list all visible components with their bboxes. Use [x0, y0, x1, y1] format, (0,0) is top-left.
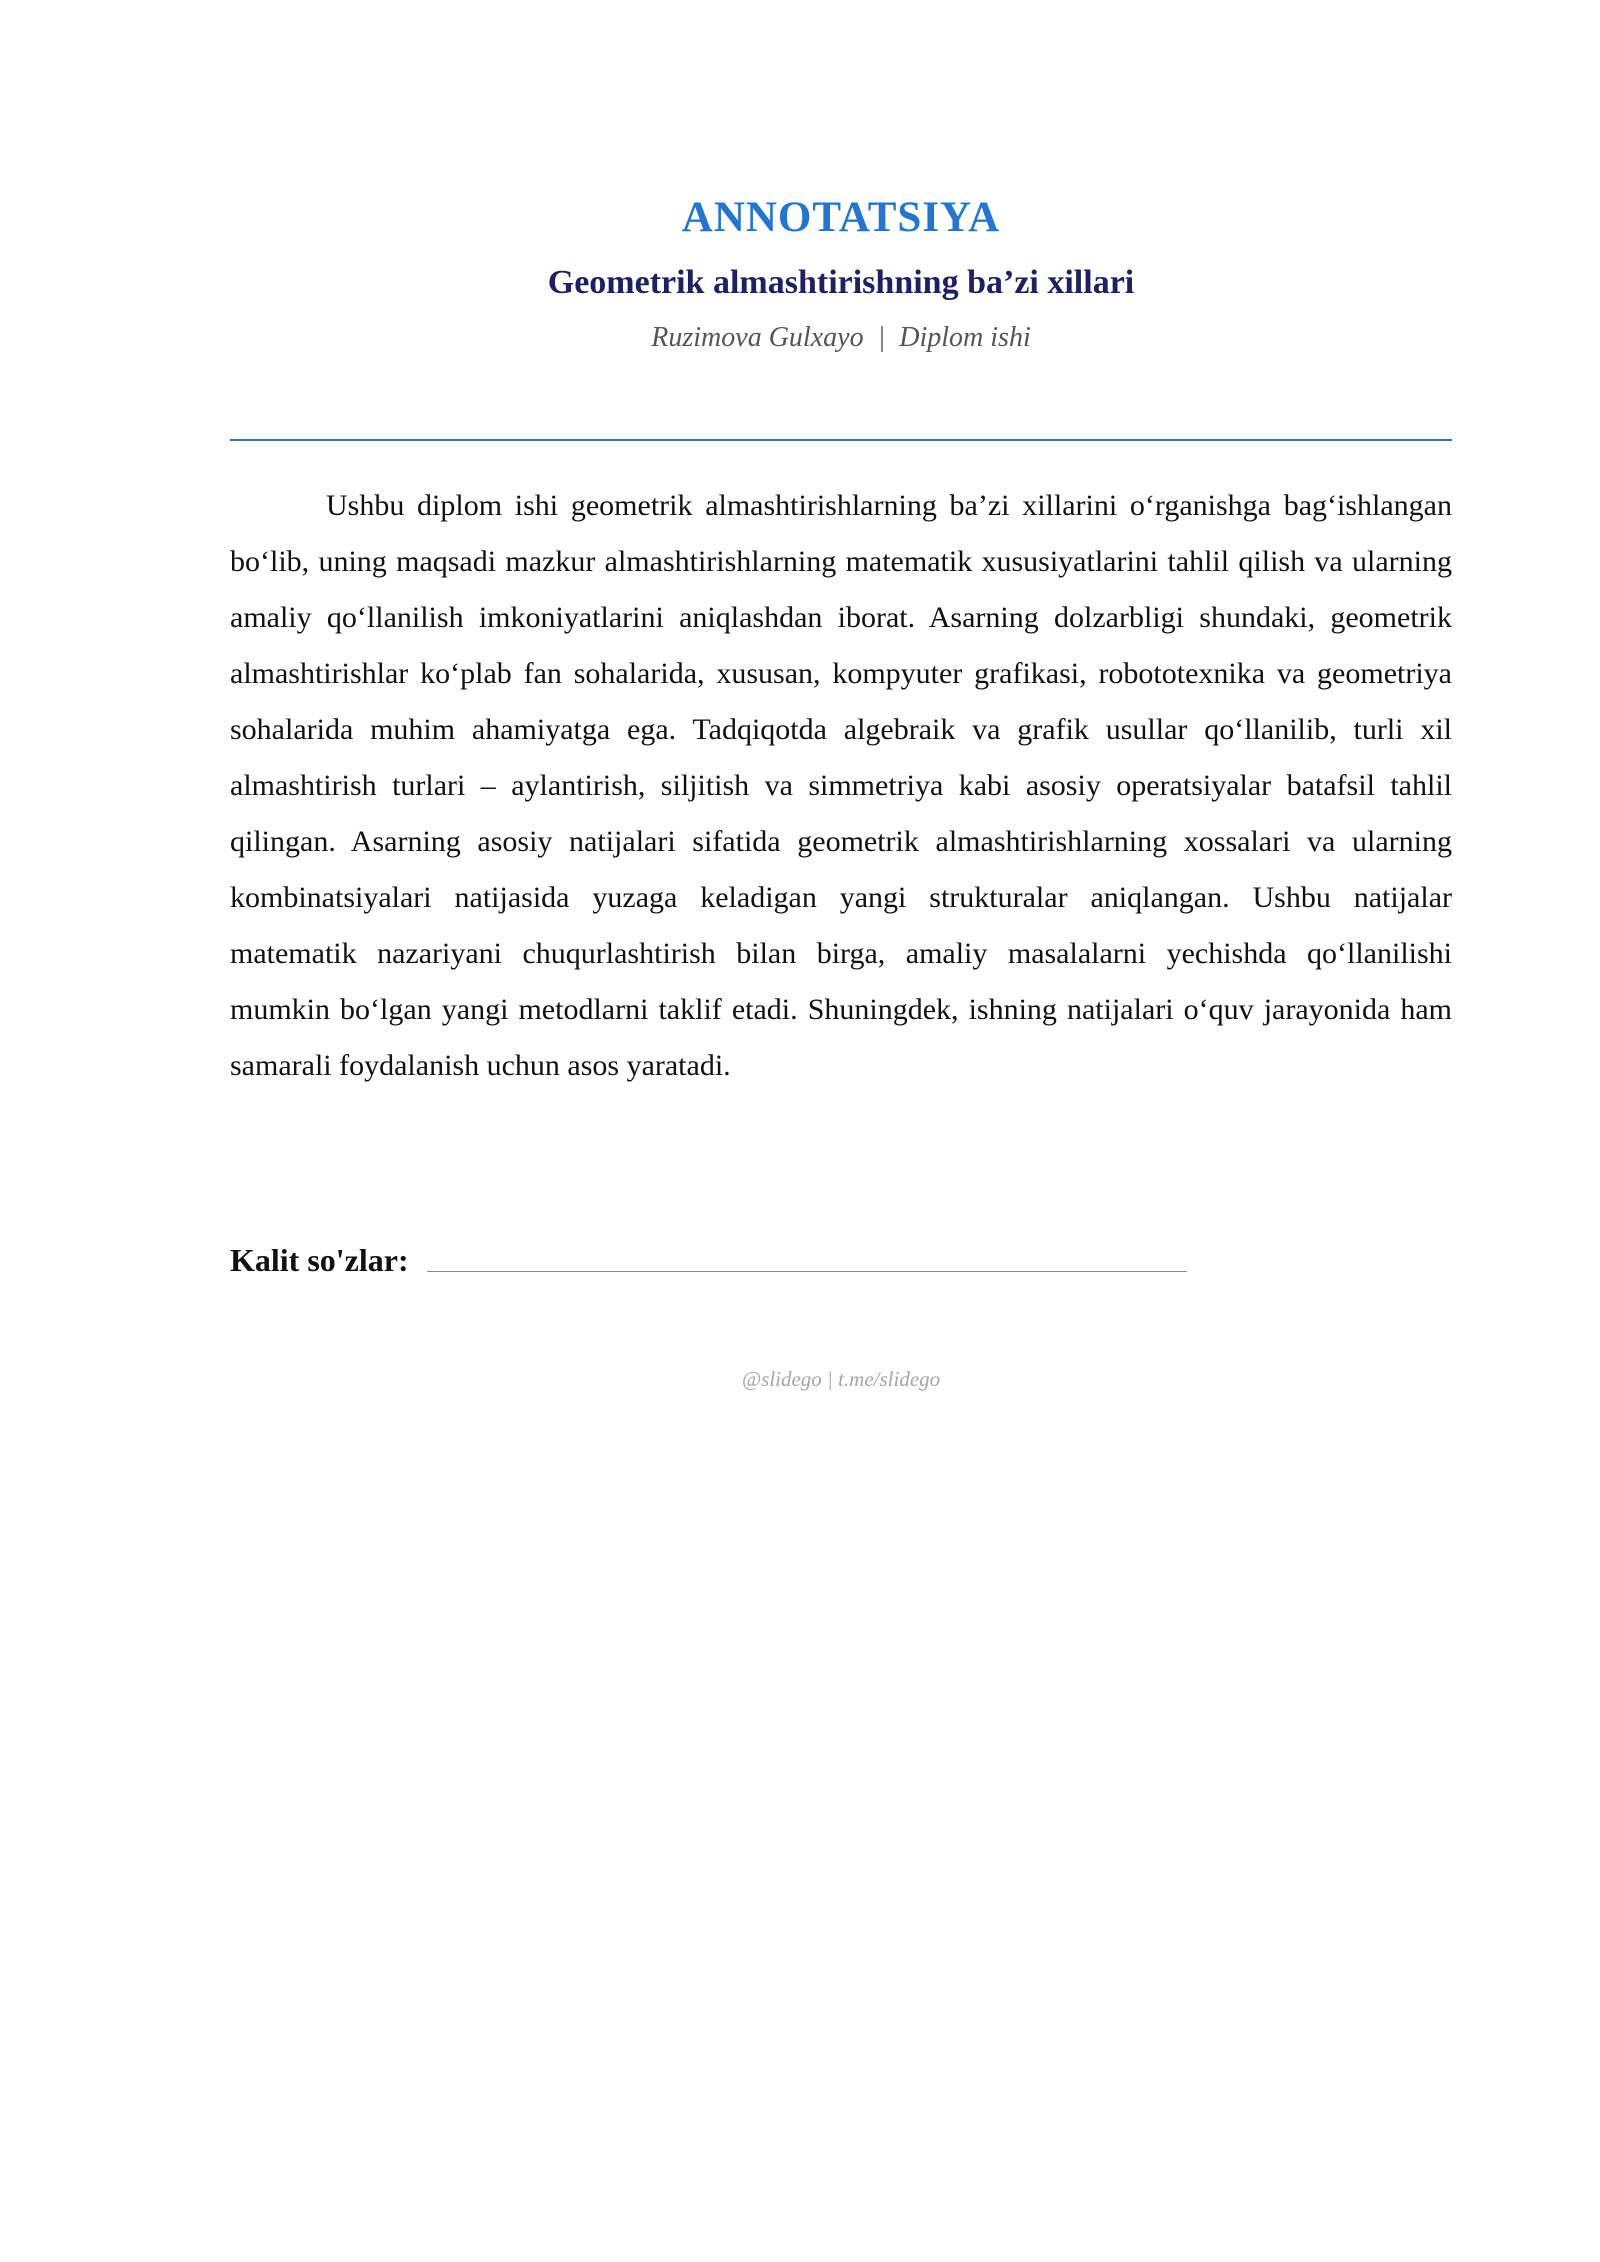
watermark-text: @slidego | t.me/slidego: [741, 1367, 941, 1391]
abstract-paragraph: Ushbu diplom ishi geometrik almashtirishlarning ba’zi xillarini o‘rganishga bag‘ishlangan bo‘lib, uning maqsadi mazkur almashtirishlarning matematik xususiyatlarini tahlil qilish va ularning amaliy qo‘llanilish imkoniyatlarini aniqlashdan iborat. Asarning dolzarbligi shundaki, geometrik almashtirishlar ko‘plab fan sohalarida, xususan, kompyuter grafikasi, robototexnika va geometriya sohalarida muhim ahamiyatga ega. Tadqiqotda algebraik va grafik usullar qo‘llanilib, turli xil almashtirish turlari – aylantirish, siljitish va simmetriya kabi asosiy operatsiyalar batafsil tahlil qilingan. Asarning asosiy natijalari sifatida geometrik almashtirishlarning xossalari va ularning kombinatsiyalari natijasida yuzaga keladigan yangi strukturalar aniqlangan. Ushbu natijalar matematik nazariyani chuqurlashtirish bilan birga, amaliy masalalarni yechishda qo‘llanilishi mumkin bo‘lgan yangi metodlarni taklif etadi. Shuningdek, ishning natijalari o‘quv jarayonida ham samarali foydalanish uchun asos yaratadi.: [230, 489, 1452, 1082]
author-byline: Ruzimova Gulxayo | Diplom ishi: [651, 322, 1031, 353]
document-title: ANNOTATSIYA: [681, 194, 1001, 241]
keywords-label: Kalit so'zlar:: [230, 1242, 409, 1278]
document-subtitle: Geometrik almashtirishning ba’zi xillari: [547, 264, 1135, 301]
keywords-row: [230, 1238, 1452, 1282]
header-divider: [230, 439, 1452, 441]
keywords-blank-line: [427, 1271, 1187, 1272]
